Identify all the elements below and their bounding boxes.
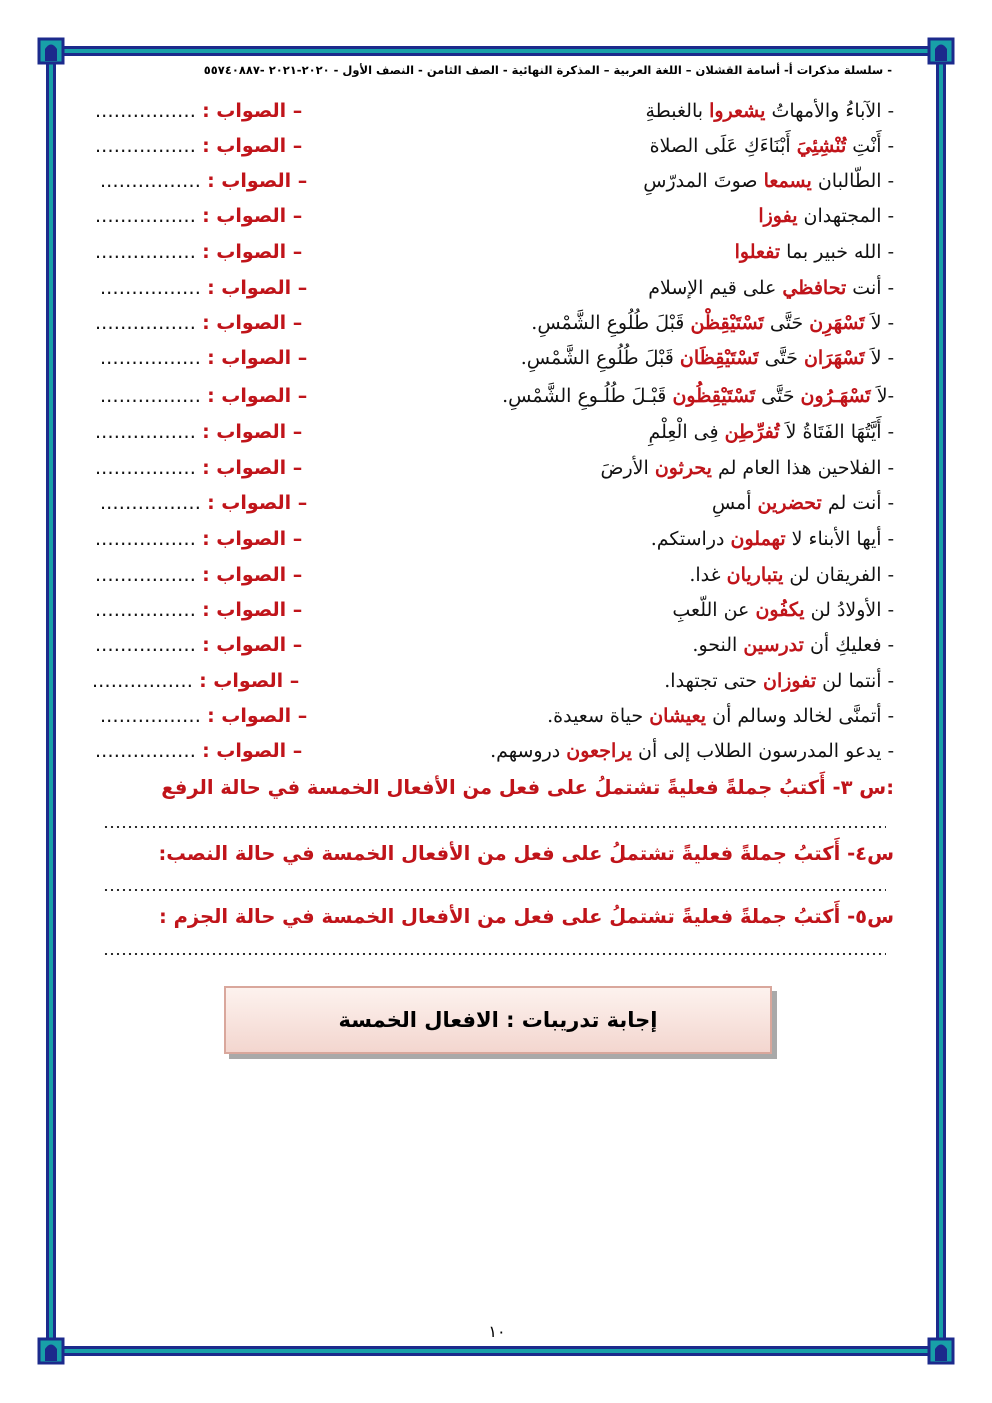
exercise-row	[95, 599, 894, 629]
highlighted-verb: تَسْتَيْقِظُون	[672, 385, 756, 407]
answer-section-title: إجابة تدريبات : الافعال الخمسة	[224, 986, 772, 1054]
highlighted-verb: يشعروا	[709, 100, 766, 122]
answer-field	[95, 528, 302, 550]
exercise-row	[95, 457, 894, 487]
answer-field	[100, 385, 307, 407]
sentence-text: - أتمنَّى لخالد وسالم أن	[706, 705, 894, 727]
answer-field	[100, 705, 307, 727]
answer-blank: …………….	[95, 205, 197, 227]
answer-blank: …………….	[95, 740, 197, 762]
exercise-row	[95, 385, 894, 415]
correct-label: – الصواب :	[202, 564, 303, 586]
highlighted-verb: تُفرِّطِن	[724, 421, 780, 443]
sentence-text: حَتَّى	[755, 385, 801, 407]
exercise-sentence	[664, 670, 894, 692]
answer-field	[92, 670, 299, 692]
answer-blank: …………….	[95, 421, 197, 443]
correct-label: – الصواب :	[202, 421, 303, 443]
question-3: :س ٣- أَكتبُ جملةً فعليةً تشتملُ على فعل من الأفعال الخمسة في حالة الرفع	[161, 776, 894, 799]
correct-label: – الصواب :	[207, 170, 308, 192]
answer-blank: …………….	[100, 385, 202, 407]
answer-blank: …………….	[95, 457, 197, 479]
answer-blank: …………….	[95, 135, 197, 157]
exercise-row	[95, 277, 894, 307]
exercise-row	[95, 564, 894, 594]
exercise-row	[95, 100, 894, 130]
answer-blank: …………….	[95, 312, 197, 334]
exercise-sentence	[646, 100, 895, 122]
exercise-row	[95, 241, 894, 271]
correct-label: – الصواب :	[207, 492, 308, 514]
correct-label: – الصواب :	[207, 385, 308, 407]
exercise-sentence	[648, 277, 894, 299]
highlighted-verb: يفوزا	[758, 205, 798, 227]
answer-line	[103, 953, 886, 955]
highlighted-verb: يسمعا	[763, 170, 812, 192]
sentence-text: حَتَّى	[758, 347, 804, 369]
answer-blank: …………….	[100, 347, 202, 369]
sentence-text: - الآباءُ والأمهاتُ	[765, 100, 894, 122]
correct-label: – الصواب :	[207, 277, 308, 299]
answer-field	[95, 634, 302, 656]
exercise-sentence	[692, 634, 894, 656]
correct-label: – الصواب :	[202, 135, 303, 157]
exercise-sentence	[490, 740, 894, 762]
exercise-row	[95, 492, 894, 522]
answer-field	[95, 740, 302, 762]
exercise-sentence	[648, 421, 894, 443]
sentence-text: عن اللّعبِ	[672, 599, 756, 621]
sentence-text: قَبْلَ طُلُوعِ الشَّمْسِ.	[531, 312, 691, 334]
highlighted-verb: تفعلوا	[734, 241, 781, 263]
exercise-row	[95, 421, 894, 451]
sentence-text: - لاَ	[864, 312, 894, 334]
exercise-sentence	[521, 347, 894, 369]
highlighted-verb: يحرثون	[654, 457, 712, 479]
exercise-row	[95, 312, 894, 342]
answer-field	[95, 421, 302, 443]
correct-label: – الصواب :	[202, 599, 303, 621]
correct-label: – الصواب :	[199, 670, 300, 692]
answer-blank: …………….	[95, 528, 197, 550]
exercise-row	[95, 347, 894, 377]
sentence-text: - الأولادُ لن	[804, 599, 894, 621]
exercise-sentence	[643, 170, 894, 192]
answer-field	[95, 457, 302, 479]
answer-field	[95, 135, 302, 157]
highlighted-verb: تَسْهَرَان	[803, 347, 865, 369]
question-5: س٥- أَكتبُ جملةً فعليةً تشتملُ على فعل من الأفعال الخمسة في حالة الجزم :	[159, 905, 894, 928]
corner-ornament-icon	[926, 1336, 956, 1366]
page-header: - سلسلة مذكرات أ- أسامة القشلان – اللغة العربية – المذكرة النهائية - الصف الثامن - النصف الأول - ٢٠٢٠-٢٠٢١ -٥٥٧٤٠٨٨٧	[203, 63, 892, 77]
question-4: س٤- أَكتبُ جملةً فعليةً تشتملُ على فعل من الأفعال الخمسة في حالة النصب:	[158, 842, 894, 865]
answer-blank: …………….	[92, 670, 194, 692]
answer-field	[95, 205, 302, 227]
sentence-text: - أنتما لن	[816, 670, 894, 692]
answer-field	[95, 564, 302, 586]
answer-field	[100, 347, 307, 369]
sentence-text: - أنت	[846, 277, 894, 299]
sentence-text: أَبْنَاءَكِ عَلَى الصلاة	[649, 135, 797, 157]
highlighted-verb: يراجعون	[566, 740, 633, 762]
answer-field	[100, 170, 307, 192]
exercise-row	[95, 705, 894, 735]
exercise-row	[95, 170, 894, 200]
exercise-row	[92, 670, 894, 700]
answer-field	[95, 241, 302, 263]
answer-blank: …………….	[100, 170, 202, 192]
sentence-text: على قيم الإسلام	[648, 277, 783, 299]
sentence-text: - الله خبير بما	[780, 241, 894, 263]
highlighted-verb: تُنْشِئِيَ	[796, 135, 847, 157]
correct-label: – الصواب :	[207, 347, 308, 369]
highlighted-verb: تَسْتَيْقِظَان	[679, 347, 759, 369]
highlighted-verb: تدرسين	[743, 634, 804, 656]
sentence-text: - المجتهدان	[797, 205, 894, 227]
sentence-text: -لاَ	[870, 385, 894, 407]
correct-label: – الصواب :	[202, 241, 303, 263]
answer-line	[103, 889, 886, 891]
highlighted-verb: يتباريان	[726, 564, 784, 586]
sentence-text: - أَنْتِ	[846, 135, 894, 157]
sentence-text: - الفريقان لن	[783, 564, 894, 586]
answer-blank: …………….	[95, 634, 197, 656]
sentence-text: - الطّالبان	[811, 170, 894, 192]
correct-label: – الصواب :	[202, 457, 303, 479]
exercise-row	[95, 205, 894, 235]
exercise-sentence	[502, 385, 894, 407]
answer-field	[100, 277, 307, 299]
exercise-sentence	[650, 135, 894, 157]
exercise-row	[95, 528, 894, 558]
sentence-text: - الفلاحين هذا العام لم	[711, 457, 894, 479]
sentence-text: - فعليكِ أن	[803, 634, 894, 656]
sentence-text: - أيها الأبناء لا	[785, 528, 894, 550]
answer-field	[95, 312, 302, 334]
sentence-text: حياة سعيدة.	[547, 705, 650, 727]
sentence-text: أمسِ	[711, 492, 758, 514]
corner-ornament-icon	[36, 36, 66, 66]
exercise-sentence	[531, 312, 894, 334]
correct-label: – الصواب :	[202, 634, 303, 656]
exercise-row	[95, 135, 894, 165]
sentence-text: صوتَ المدرّسِ	[643, 170, 764, 192]
border-top	[46, 46, 946, 56]
exercise-sentence	[672, 599, 894, 621]
highlighted-verb: تَسْهَرِن	[809, 312, 865, 334]
sentence-text: بالغبطةِ	[645, 100, 710, 122]
sentence-text: - يدعو المدرسون الطلاب إلى أن	[632, 740, 894, 762]
sentence-text: الأرضَ	[600, 457, 655, 479]
exercise-sentence	[735, 241, 894, 263]
sentence-text: حتى تجتهدا.	[664, 670, 763, 692]
exercise-row	[95, 740, 894, 770]
sentence-text: - لاَ	[864, 347, 894, 369]
border-left	[46, 46, 56, 1356]
answer-blank: …………….	[95, 564, 197, 586]
border-right	[936, 46, 946, 1356]
highlighted-verb: تَسْتَيْقِظْن	[690, 312, 764, 334]
sentence-text: فِى الْعِلْمِ	[648, 421, 725, 443]
correct-label: – الصواب :	[202, 205, 303, 227]
answer-blank: …………….	[100, 492, 202, 514]
page-number: ١٠	[488, 1322, 506, 1341]
exercise-sentence	[758, 205, 894, 227]
highlighted-verb: تهملون	[730, 528, 786, 550]
sentence-text: قَبْـلَ طُلُـوعِ الشَّمْسِ.	[502, 385, 673, 407]
highlighted-verb: يكفُون	[755, 599, 805, 621]
correct-label: – الصواب :	[202, 100, 303, 122]
corner-ornament-icon	[36, 1336, 66, 1366]
correct-label: – الصواب :	[207, 705, 308, 727]
sentence-text: - أنت لم	[821, 492, 894, 514]
answer-field	[95, 100, 302, 122]
exercise-sentence	[547, 705, 894, 727]
sentence-text: - أَيَّتُهَا الفَتَاةُ لاَ	[779, 421, 894, 443]
highlighted-verb: تحافظي	[782, 277, 847, 299]
correct-label: – الصواب :	[202, 312, 303, 334]
correct-label: – الصواب :	[202, 528, 303, 550]
answer-blank: …………….	[95, 241, 197, 263]
sentence-text: غدا.	[689, 564, 727, 586]
correct-label: – الصواب :	[202, 740, 303, 762]
exercise-sentence	[601, 457, 894, 479]
highlighted-verb: تفوزان	[763, 670, 817, 692]
exercise-sentence	[651, 528, 894, 550]
highlighted-verb: تحضرين	[757, 492, 822, 514]
highlighted-verb: يعيشان	[649, 705, 707, 727]
exercise-sentence	[689, 564, 894, 586]
answer-blank: …………….	[95, 100, 197, 122]
answer-line	[103, 826, 886, 828]
corner-ornament-icon	[926, 36, 956, 66]
answer-blank: …………….	[95, 599, 197, 621]
answer-blank: …………….	[100, 277, 202, 299]
sentence-text: دراستكم.	[650, 528, 731, 550]
sentence-text: النحو.	[692, 634, 744, 656]
sentence-text: حَتَّى	[763, 312, 810, 334]
answer-field	[100, 492, 307, 514]
answer-field	[95, 599, 302, 621]
border-bottom	[46, 1346, 946, 1356]
sentence-text: دروسهم.	[490, 740, 567, 762]
highlighted-verb: تَسْهَـرُون	[800, 385, 871, 407]
exercise-row	[95, 634, 894, 664]
sentence-text: قَبْلَ طُلُوعِ الشَّمْسِ.	[520, 347, 680, 369]
exercise-sentence	[712, 492, 894, 514]
answer-blank: …………….	[100, 705, 202, 727]
